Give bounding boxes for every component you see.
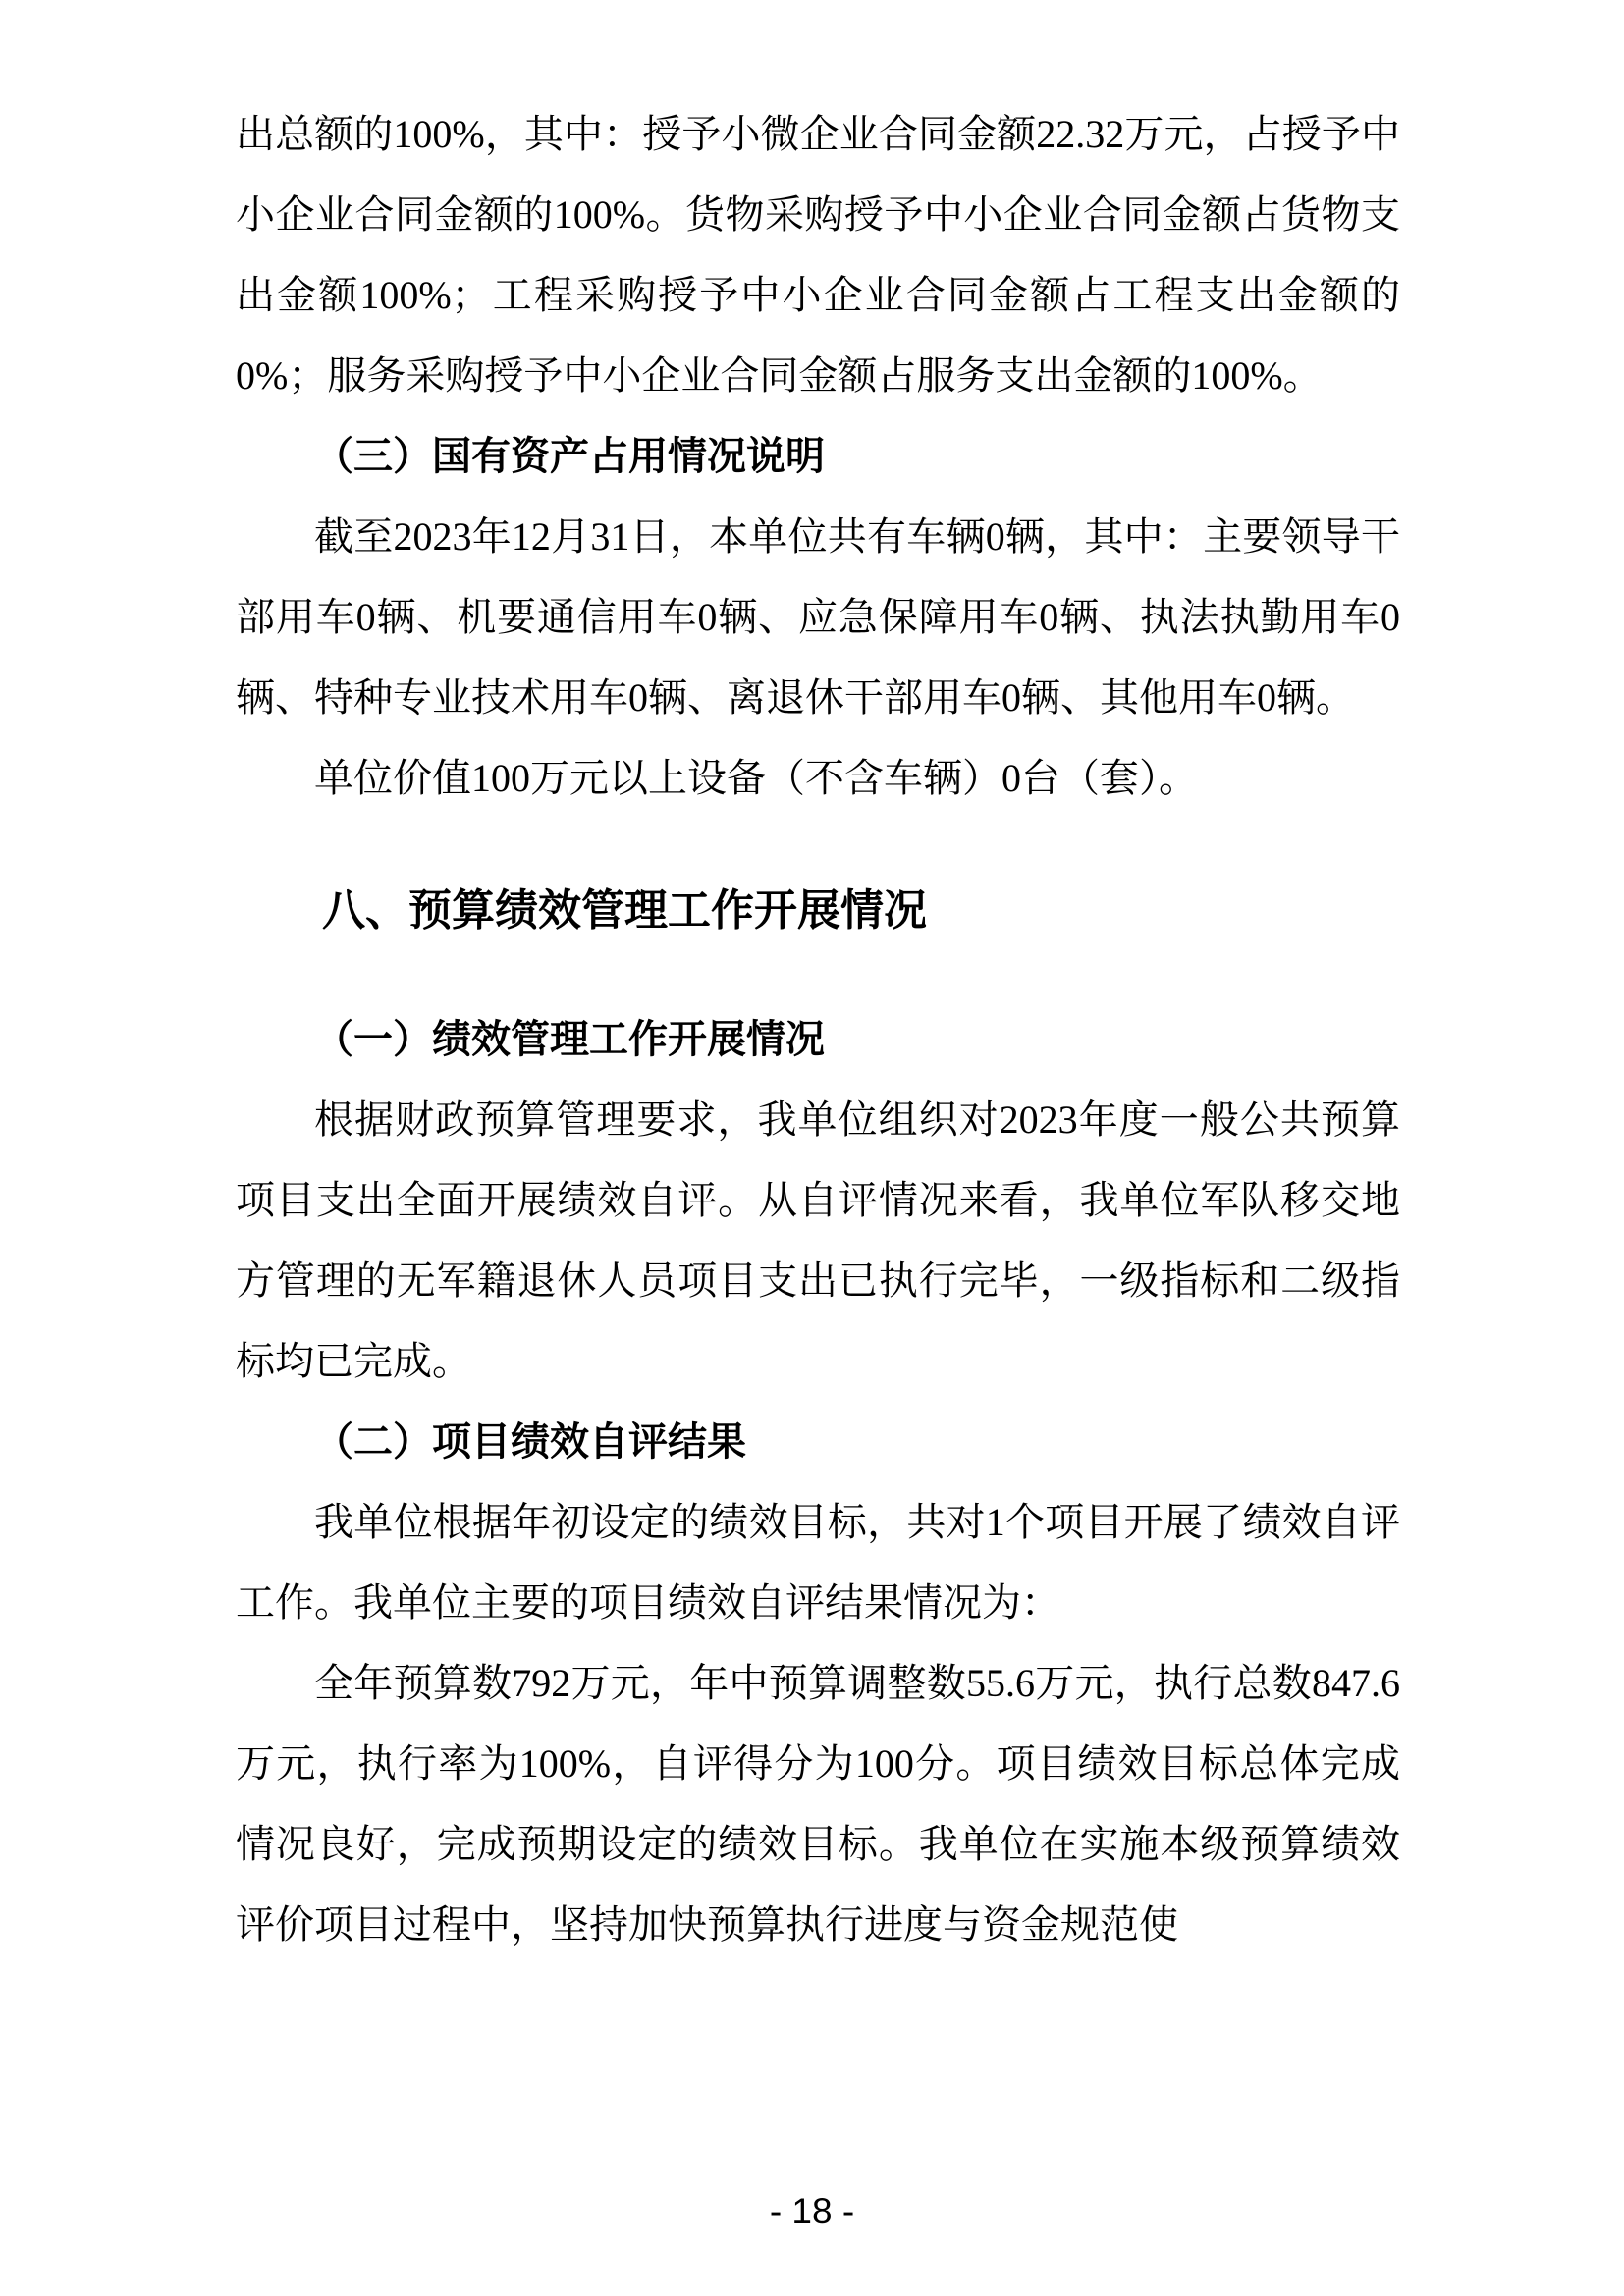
paragraph-budget-figures-and-results: 全年预算数792万元，年中预算调整数55.6万元，执行总数847.6万元，执行率为100%，自评得分为100分。项目绩效目标总体完成情况良好，完成预期设定的绩效目标。我单位在实施本级预算绩效评价项目过程中，坚持加快预算执行进度与资金规范使	[236, 1661, 1400, 1947]
heading-project-self-evaluation-results: （二）项目绩效自评结果	[314, 1420, 746, 1464]
document-content	[236, 94, 1400, 1965]
page-number: - 18 -	[769, 2191, 855, 2231]
paragraph-performance-self-evaluation-overview: 根据财政预算管理要求，我单位组织对2023年度一般公共预算项目支出全面开展绩效自评。从自评情况来看，我单位军队移交地方管理的无军籍退休人员项目支出已执行完毕，一级指标和二级指标均已完成。	[236, 1097, 1400, 1383]
paragraph-self-evaluation-intro: 我单位根据年初设定的绩效目标，共对1个项目开展了绩效自评工作。我单位主要的项目绩效自评结果情况为：	[236, 1500, 1400, 1625]
paragraph-equipment-holdings: 单位价值100万元以上设备（不含车辆）0台（套）。	[314, 756, 1198, 800]
paragraph-procurement-smb-amounts: 出总额的100%，其中：授予小微企业合同金额22.32万元，占授予中小企业合同金额的100%。货物采购授予中小企业合同金额占货物支出金额100%；工程采购授予中小企业合同金额占工程支出金额的0%；服务采购授予中小企业合同金额占服务支出金额的100%。	[236, 112, 1400, 398]
heading-state-assets-usage: （三）国有资产占用情况说明	[314, 435, 825, 478]
paragraph-vehicle-holdings: 截至2023年12月31日，本单位共有车辆0辆，其中：主要领导干部用车0辆、机要通信用车0辆、应急保障用车0辆、执法执勤用车0辆、特种专业技术用车0辆、离退休干部用车0辆、其他用车0辆。	[236, 514, 1400, 720]
heading-performance-management-work: （一）绩效管理工作开展情况	[314, 1018, 825, 1061]
heading-section-8-budget-performance: 八、预算绩效管理工作开展情况	[322, 886, 927, 934]
